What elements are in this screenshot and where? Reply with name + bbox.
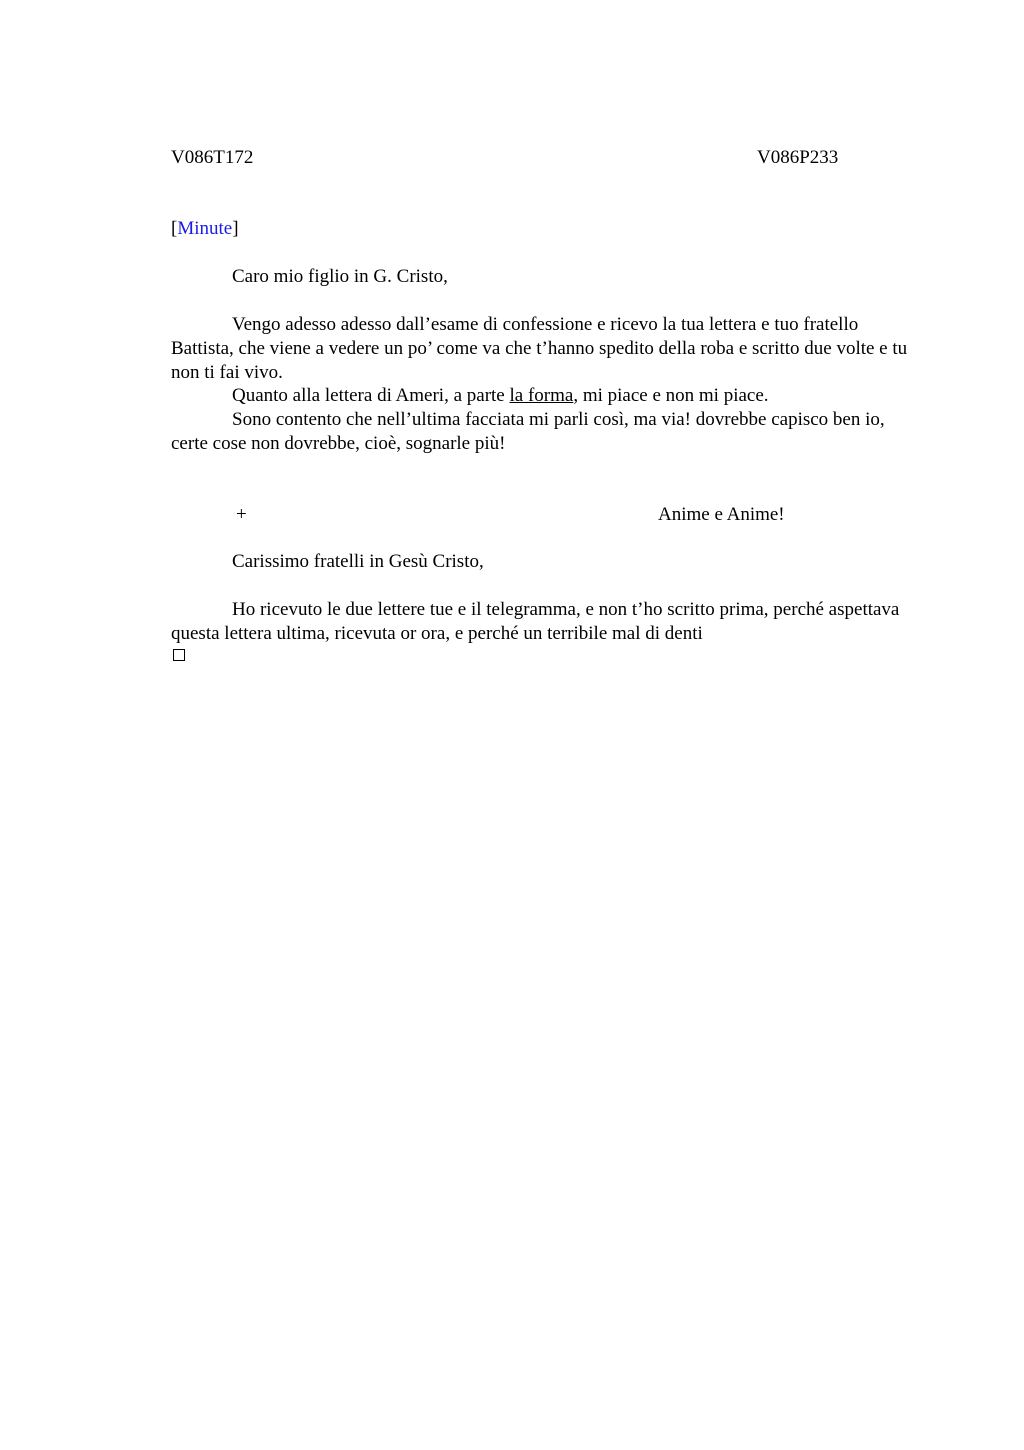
header-left-code: V086T172 (171, 147, 254, 168)
letter1-p2-after: , mi piace e non mi piace. (573, 385, 769, 406)
minute-tag (171, 217, 239, 241)
minute-link[interactable]: Minute (177, 218, 233, 239)
letter1-paragraph-3: Sono contento che nell’ultima facciata mi parli così, ma via! dovrebbe capisco ben io, certe cose non dovrebbe, cioè, sognarle più! (171, 409, 885, 454)
square-outline-icon (173, 649, 185, 661)
letter1-p2-underlined: la forma (509, 385, 574, 406)
minute-close-bracket: ] (232, 218, 239, 239)
letter1-paragraph-1: Vengo adesso adesso dall’esame di confessione e ricevo la tua lettera e tuo fratello Battista, che viene a vedere un po’ come va che t’hanno spedito della roba e scritto due volte e tu non ti fai vivo. (171, 314, 908, 383)
letter1-salutation: Caro mio figlio in G. Cristo, (232, 266, 448, 287)
letter1-paragraph-2 (171, 384, 917, 408)
letter1-p2-before: Quanto alla lettera di Ameri, a parte (232, 385, 510, 406)
minute-open-bracket: [ (171, 218, 178, 239)
letter2-cross: + (236, 504, 247, 525)
letter2-paragraph-1: Ho ricevuto le due lettere tue e il telegramma, e non t’ho scritto prima, perché aspettava questa lettera ultima, ricevuta or ora, e perché un terribile mal di denti (171, 599, 900, 644)
letter2-motto: Anime e Anime! (658, 504, 785, 525)
header-right-code: V086P233 (757, 147, 839, 168)
letter2-salutation: Carissimo fratelli in Gesù Cristo, (232, 551, 484, 572)
